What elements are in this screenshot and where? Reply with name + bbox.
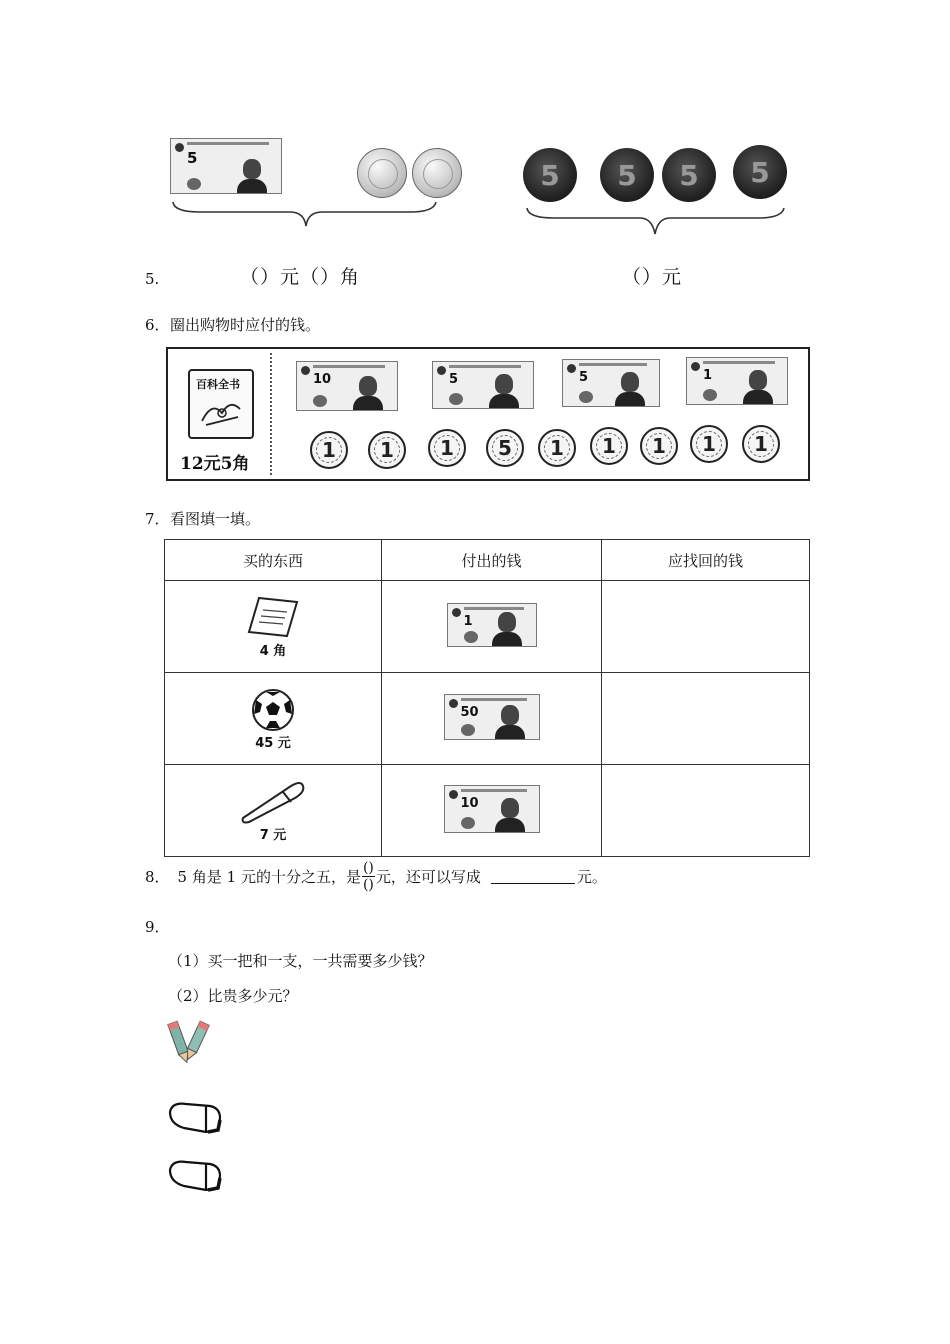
right-brace-icon <box>524 204 788 240</box>
portrait-icon <box>353 376 383 410</box>
table-row <box>165 765 810 857</box>
question-number: 8． <box>145 867 170 886</box>
banknote-5-yuan <box>170 138 282 194</box>
eraser-icon <box>166 1158 224 1194</box>
flower-icon <box>187 178 201 190</box>
item-price: 7 元 <box>259 828 287 843</box>
question-text: 看图填一填。 <box>170 510 261 528</box>
fraction-numerator[interactable]: () <box>362 859 374 876</box>
banknote-10-yuan <box>444 785 540 833</box>
q9-sub2: （2）比贵多少元？ <box>168 987 298 1005</box>
banknote-denomination: 10 <box>313 372 332 387</box>
q9-sub1: （1）买一把和一支，一共需要多少钱？ <box>168 952 433 970</box>
banknote-10-yuan <box>296 361 398 411</box>
table-row <box>165 581 810 673</box>
coin: 1 <box>310 431 348 469</box>
banknote-denomination: 1 <box>463 613 473 629</box>
banknote-1-yuan <box>447 603 537 647</box>
q8-text-before: 5 角是 1 元的十分之五，是 <box>177 867 361 886</box>
coin: 5 <box>486 429 524 467</box>
change-answer-cell[interactable] <box>602 581 810 673</box>
coin-5-yuan: 5 <box>523 148 577 202</box>
emblem-icon <box>175 143 184 152</box>
paid-cell <box>382 765 602 857</box>
question-text: 圈出购物时应付的钱。 <box>170 316 321 334</box>
coin: 1 <box>690 425 728 463</box>
coin-5-yuan: 5 <box>600 148 654 202</box>
answer-blank[interactable] <box>491 869 575 884</box>
banknote-denomination: 5 <box>449 372 459 387</box>
portrait-icon <box>237 159 267 193</box>
portrait-icon <box>495 705 525 739</box>
paid-cell <box>382 673 602 765</box>
coin-5-yuan: 5 <box>662 148 716 202</box>
table-row <box>165 673 810 765</box>
pencils-icon <box>164 1014 216 1066</box>
item-price: 45 元 <box>255 736 291 751</box>
coin: 1 <box>640 427 678 465</box>
q5-section <box>0 0 950 300</box>
banknote-denomination: 10 <box>460 795 479 811</box>
change-answer-cell[interactable] <box>602 673 810 765</box>
eraser-icon <box>166 1100 224 1136</box>
question-number: 7． <box>145 510 170 528</box>
question-number: 6． <box>145 316 170 334</box>
q8-text-mid: 元，还可以写成 <box>375 867 481 886</box>
coin: 1 <box>368 431 406 469</box>
encyclopedia-book-icon <box>188 369 254 439</box>
q8-line <box>145 852 607 900</box>
q8-text-after: 元。 <box>576 867 607 886</box>
item-cell <box>165 673 382 765</box>
book-title: 百科全书 <box>196 378 240 391</box>
item-price: 4 角 <box>259 644 287 659</box>
pen-icon <box>237 778 309 824</box>
banknote-5-yuan <box>562 359 660 407</box>
q5-right-answer[interactable]: （）元 <box>622 266 683 288</box>
banknote-5-yuan <box>432 361 534 409</box>
table-header-row <box>165 540 810 581</box>
coin-5-jiao <box>412 148 462 198</box>
q6-picture-frame <box>166 347 810 481</box>
banknote-denomination: 50 <box>460 704 479 720</box>
item-cell <box>165 765 382 857</box>
paid-cell <box>382 581 602 673</box>
change-answer-cell[interactable] <box>602 765 810 857</box>
coin: 1 <box>428 429 466 467</box>
coin: 1 <box>590 427 628 465</box>
portrait-icon <box>615 372 645 406</box>
banknote-50-yuan <box>444 694 540 740</box>
notebook-icon <box>245 596 301 640</box>
question-number: 9． <box>145 918 170 936</box>
banknote-1-yuan <box>686 357 788 405</box>
coin-5-yuan: 5 <box>733 145 787 199</box>
header-change: 应找回的钱 <box>602 540 810 581</box>
portrait-icon <box>743 370 773 404</box>
banknote-denomination: 5 <box>579 370 589 385</box>
coin: 1 <box>538 429 576 467</box>
football-icon <box>248 688 298 732</box>
shopping-table <box>164 539 810 857</box>
header-paid: 付出的钱 <box>382 540 602 581</box>
question-number: 5. <box>145 270 160 288</box>
item-cell <box>165 581 382 673</box>
fraction-denominator[interactable]: () <box>362 876 374 893</box>
banknote-denomination: 1 <box>703 368 713 383</box>
coin-5-jiao <box>357 148 407 198</box>
coin: 1 <box>742 425 780 463</box>
book-price: 12元5角 <box>180 454 250 474</box>
portrait-icon <box>489 374 519 408</box>
fraction-answer[interactable] <box>362 861 375 892</box>
left-brace-icon <box>170 198 440 234</box>
header-item: 买的东西 <box>165 540 382 581</box>
divider <box>270 353 272 475</box>
portrait-icon <box>492 612 522 646</box>
q5-left-answer[interactable]: （）元（）角 <box>240 266 361 288</box>
portrait-icon <box>495 798 525 832</box>
banknote-denomination: 5 <box>187 149 198 167</box>
